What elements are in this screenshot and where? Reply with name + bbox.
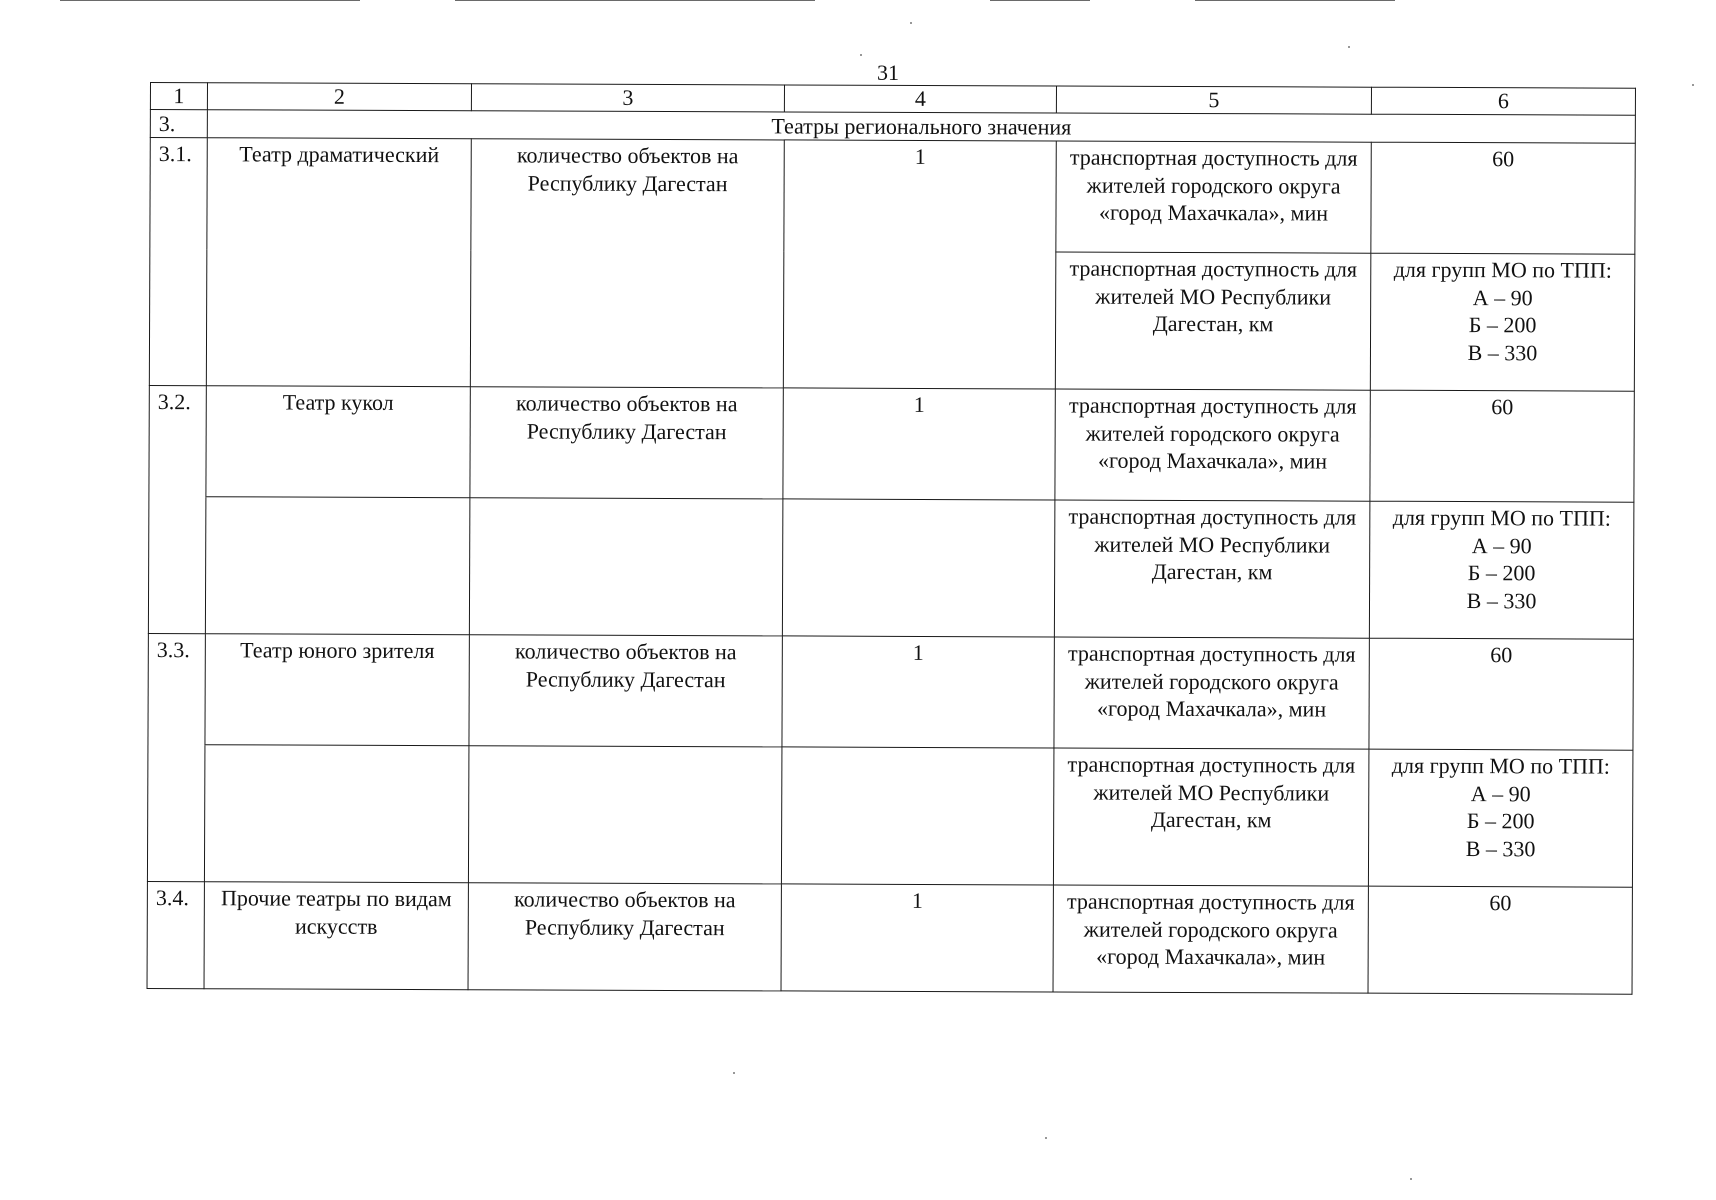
object-name [205,634,469,746]
column-number-cell: 1 [150,83,207,110]
indicator-text [470,139,784,388]
scan-speck [910,22,912,24]
access-value-line: В – 330 [1466,587,1537,613]
access-value-line: А – 90 [1472,284,1533,310]
access-value-line: А – 90 [1471,532,1532,558]
indicator-value [783,140,1056,389]
indicator-value-text: 1 [911,887,923,913]
access-value-line: для групп МО по ТПП: [1391,752,1610,779]
table-row [148,496,1634,639]
empty-cell [781,747,1054,885]
column-number-cell: 4 [784,85,1056,113]
section-number: 3. [150,110,207,138]
access-value [1368,749,1633,887]
access-value-line: 60 [1491,394,1514,420]
object-name [204,882,468,990]
table-row [149,385,1634,502]
object-name-text: Прочие театры по видам искусств [220,885,452,939]
access-value [1369,501,1634,639]
page-number: 31 [877,60,899,85]
empty-cell [204,745,469,883]
access-label-text: транспортная доступность для жителей городского округа «город Махачкала», мин [1067,888,1355,970]
table-row [147,881,1632,994]
indicator-value [782,636,1054,748]
column-number-cell: 6 [1371,87,1635,115]
row-number [148,633,205,744]
scan-speck [1045,1137,1047,1139]
indicator-text-text: количество объектов на Республику Дагестан [516,142,739,196]
access-value-line: Б – 200 [1466,808,1535,834]
row-number-text: 3.3. [156,637,190,663]
access-label-text: транспортная доступность для жителей МО Республики Дагестан, км [1067,751,1356,833]
access-label [1055,389,1370,501]
theatres-table [147,82,1636,995]
object-name-text: Театр кукол [282,389,394,415]
access-value-line: Б – 200 [1467,560,1536,586]
indicator-value-text: 1 [914,143,926,169]
object-name-text: Театр юного зрителя [240,637,435,664]
indicator-text-text: количество объектов на Республику Дагестан [515,390,738,444]
access-value [1369,638,1633,750]
row-number [149,138,207,386]
indicator-text [469,635,782,747]
access-value-line: 60 [1489,890,1512,916]
access-label [1054,500,1370,638]
access-value [1370,253,1635,391]
scan-edge-line [990,0,1090,1]
access-label-text: транспортная доступность для жителей городского округа «город Махачкала», мин [1068,392,1357,474]
scan-edge-line [60,0,360,1]
indicator-text [470,387,783,499]
empty-cell [469,498,783,636]
access-label [1053,885,1368,993]
indicator-text [468,883,781,991]
access-value-line: Б – 200 [1468,312,1537,338]
access-value [1371,142,1635,254]
indicator-value [781,884,1053,992]
row-number [147,881,204,988]
empty-cell [205,497,470,635]
indicator-value-text: 1 [913,391,925,417]
table-body [147,83,1635,995]
empty-cell [782,499,1055,637]
object-name-text: Театр драматический [239,141,440,168]
scan-speck [860,54,862,56]
indicator-value-text: 1 [912,639,924,665]
column-number-cell: 3 [471,84,784,112]
access-value-line: 60 [1490,642,1513,668]
table-row [150,138,1635,255]
scan-edge-line [455,0,815,1]
access-label-text: транспортная доступность для жителей МО Республики Дагестан, км [1068,503,1357,585]
row-number-text: 3.4. [155,885,189,911]
access-label-text: транспортная доступность для жителей городского округа «город Махачкала», мин [1067,640,1356,722]
column-number-cell: 2 [207,83,471,111]
table-row [148,633,1633,750]
access-value-line: В – 330 [1467,339,1538,365]
access-value-line: А – 90 [1470,780,1531,806]
indicator-text-text: количество объектов на Республику Дагестан [515,638,737,692]
object-name [206,138,471,387]
access-label [1055,252,1371,390]
access-value [1368,886,1632,994]
document-table-wrap [147,82,1635,995]
table-row [147,744,1633,887]
access-label [1054,637,1369,749]
scan-speck [733,1072,735,1074]
access-value-line: для групп МО по ТПП: [1393,256,1612,283]
scan-speck [1410,1178,1412,1180]
access-value-line: для групп МО по ТПП: [1392,504,1611,531]
section-title: Театры регионального значения [207,110,1635,143]
row-number-continuation [147,744,205,881]
access-label [1056,141,1371,253]
indicator-value [783,388,1055,500]
row-number [149,385,206,496]
access-value-line: 60 [1492,146,1515,172]
row-number-text: 3.1. [158,141,192,167]
access-value [1370,390,1634,502]
row-number-text: 3.2. [157,389,191,415]
access-value-line: В – 330 [1465,835,1536,861]
empty-cell [468,746,782,884]
access-label-text: транспортная доступность для жителей МО Республики Дагестан, км [1069,255,1358,337]
access-label [1053,748,1369,886]
indicator-text-text: количество объектов на Республику Дагестан [514,886,736,940]
scan-speck [1348,46,1350,48]
access-label-text: транспортная доступность для жителей городского округа «город Махачкала», мин [1069,144,1358,226]
column-number-cell: 5 [1056,86,1371,114]
object-name [206,386,470,498]
row-number-continuation [148,496,206,633]
scan-edge-line [1195,0,1395,1]
